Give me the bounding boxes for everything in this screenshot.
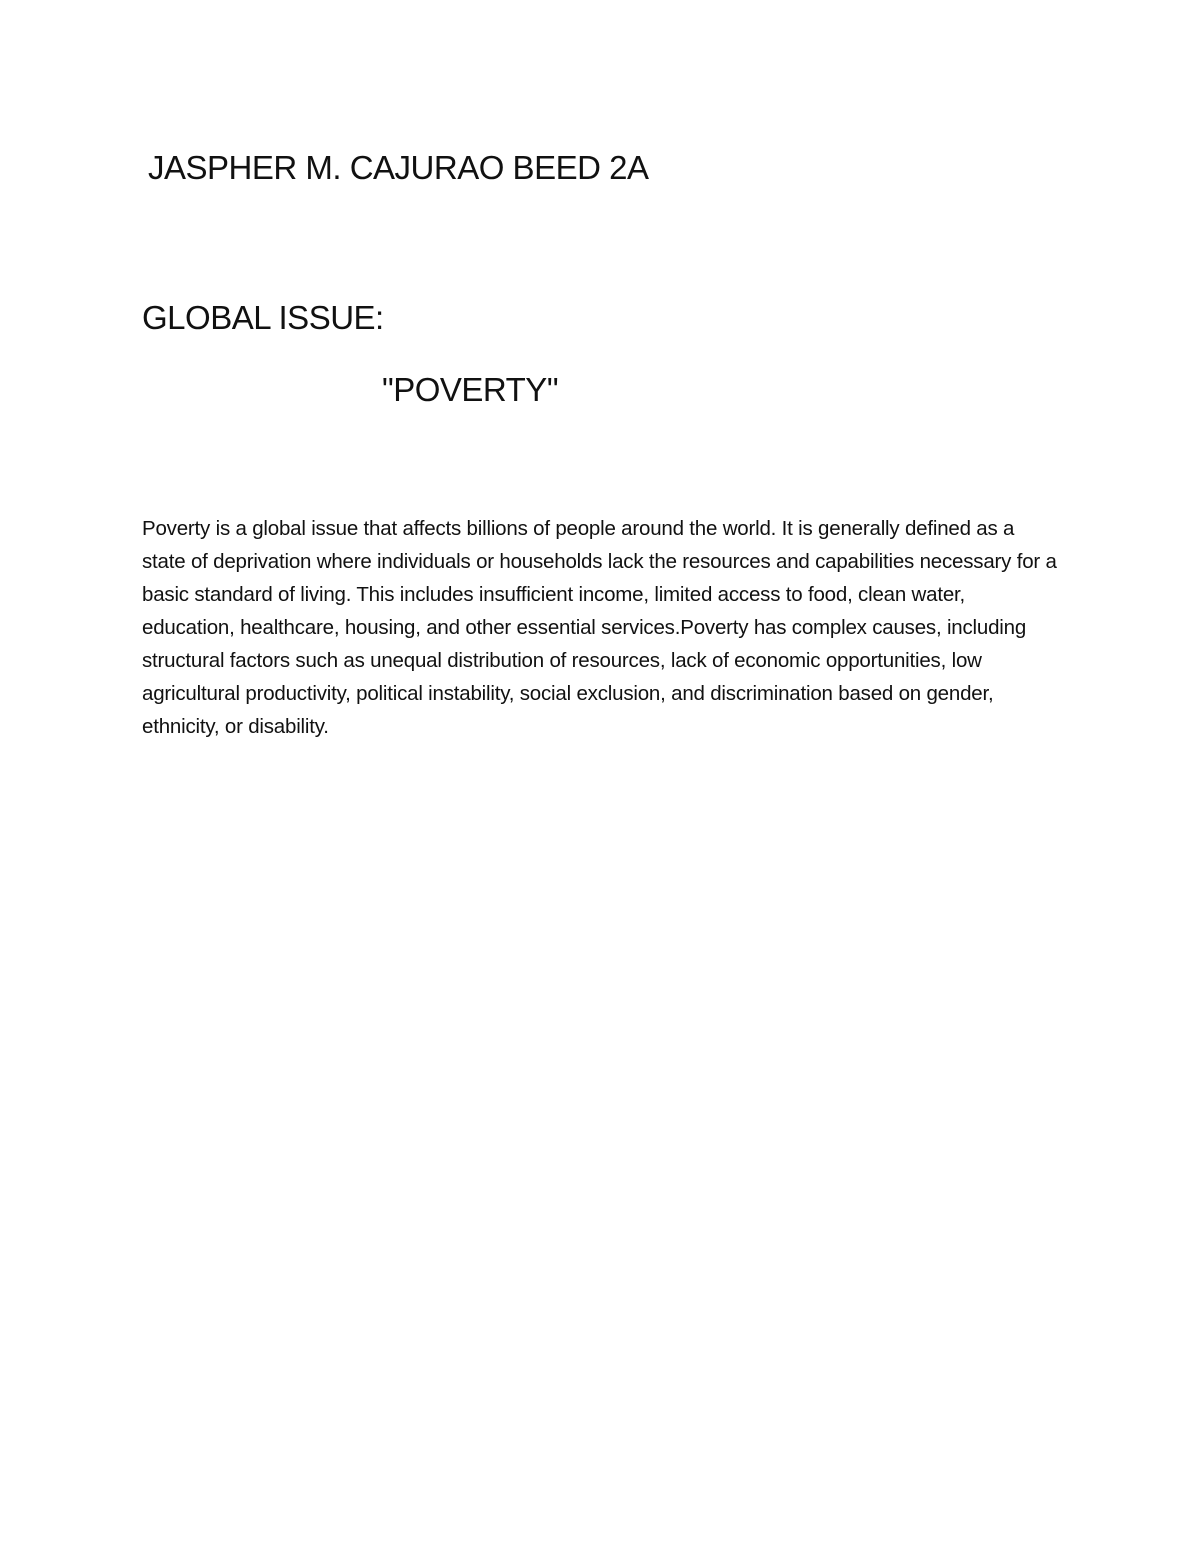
author-line: JASPHER M. CAJURAO BEED 2A (148, 149, 649, 186)
issue-title: "POVERTY" (382, 371, 559, 408)
body-paragraph: Poverty is a global issue that affects billions of people around the world. It is generally defined as a state of deprivation where individuals or households lack the resources and capabilities necessary for a basic standard of living. This includes insufficient income, limited access to food, clean water, education, healthcare, housing, and other essential services.Poverty has complex causes, including structural factors such as unequal distribution of resources, lack of economic opportunities, low agricultural productivity, political instability, social exclusion, and discrimination based on gender, ethnicity, or disability. (142, 517, 1057, 738)
issue-label: GLOBAL ISSUE: (142, 299, 384, 336)
